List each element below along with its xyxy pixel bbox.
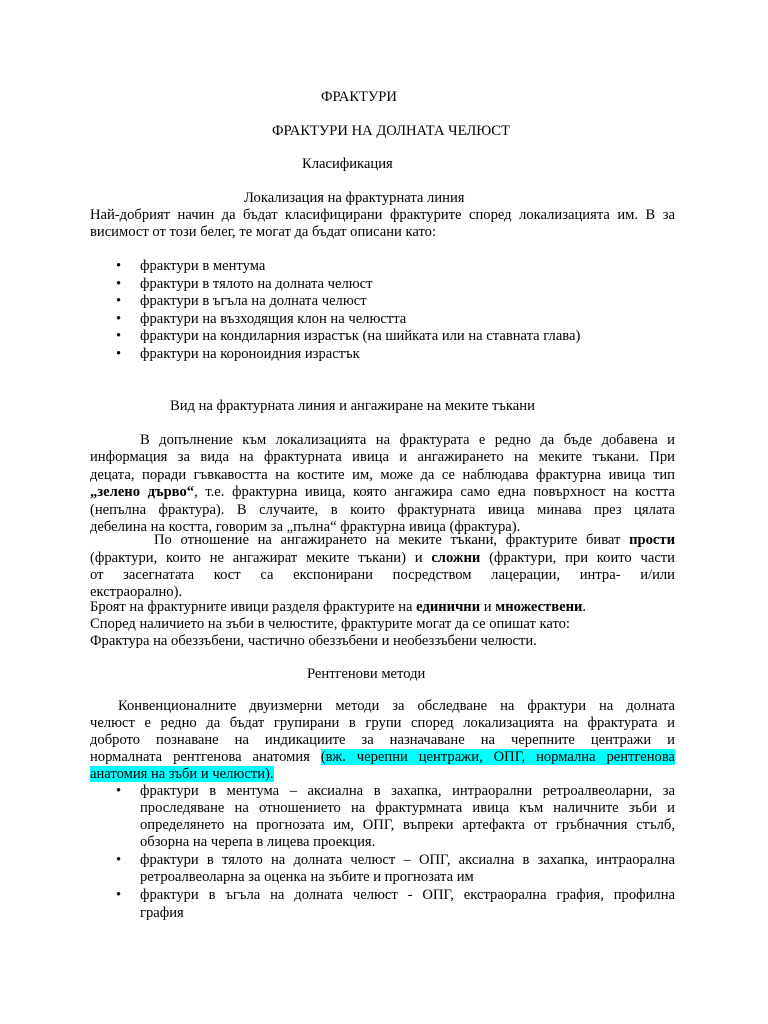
list-item: фрактури в тялото на долната челюст <box>140 276 373 292</box>
list-item: графия <box>140 905 184 921</box>
xray-para-line-1: Конвенционалните двуизмерни методи за обследване на фрактури на долната <box>118 698 675 714</box>
list-item: ретроалвеоларна за оценка на зъбите и прогнозата им <box>140 869 474 885</box>
highlighted-reference: (вж. черепни центражи, ОПГ, нормална рентгенова <box>320 749 676 765</box>
list-item: фрактури в ментума <box>140 258 266 274</box>
soft-para-line-2: (фрактури, които не ангажират меките тъкани) и сложни (фрактури, при които части <box>90 550 675 566</box>
intro-line-2: висимост от този белег, те могат да бъдат описани като: <box>90 224 437 240</box>
bullet-icon: • <box>116 258 122 274</box>
multiple-term: множествени <box>495 599 583 615</box>
single-term: единични <box>416 599 481 615</box>
soft-para-line-1: По отношение на ангажирането на меките тъкани, фрактурите биват прости <box>154 532 675 548</box>
heading-localization: Локализация на фрактурната линия <box>244 190 465 206</box>
bullet-icon: • <box>116 346 122 362</box>
soft-para-line-4: екстраорално). <box>90 584 183 600</box>
heading-classification: Класификация <box>302 156 393 172</box>
type-para-line-5: (непълна фрактура). В случаите, в които фрактурната ивица минава през цялата <box>90 502 675 518</box>
bullet-icon: • <box>116 783 122 799</box>
xray-para-line-2: челюст е редно да бъдат групирани в групи според локализацията на фрактурата и <box>90 715 675 731</box>
heading-fracture-type: Вид на фрактурната линия и ангажиране на меките тъкани <box>170 398 535 414</box>
teeth-line-2: Фрактура на обеззъбени, частично обеззъбени и необеззъбени челюсти. <box>90 633 537 649</box>
heading-xray-methods: Рентгенови методи <box>307 666 426 682</box>
xray-para-line-4: нормалната рентгенова анатомия (вж. черепни центражи, ОПГ, нормална рентгенова <box>90 749 676 765</box>
simple-term: прости <box>629 532 675 548</box>
type-para-line-1: В допълнение към локализацията на фрактурата е редно да бъде добавена и <box>140 432 675 448</box>
xray-para-line-5 <box>90 766 274 784</box>
document-title: ФРАКТУРИ <box>321 89 397 105</box>
list-item: фрактури в тялото на долната челюст – ОПГ, аксиална в захапка, интраорална <box>140 852 675 868</box>
list-item: фрактури на възходящия клон на челюстта <box>140 311 407 327</box>
list-item: определянето на прогнозата им, ОПГ, въпреки артефакта от гръбначния стълб, <box>140 817 675 833</box>
bullet-icon: • <box>116 887 122 903</box>
document-subtitle: ФРАКТУРИ НА ДОЛНАТА ЧЕЛЮСТ <box>272 123 510 139</box>
type-para-line-3: децата, поради гъвкавостта на костите им, може да се наблюдава фрактурна ивица тип <box>90 467 675 483</box>
type-para-line-2: информация за вида на фрактурната ивица и ангажирането на меките тъкани. При <box>90 449 675 465</box>
bullet-icon: • <box>116 276 122 292</box>
bullet-icon: • <box>116 311 122 327</box>
count-line: Броят на фрактурните ивици разделя фрактурите на единични и множествени. <box>90 599 587 615</box>
green-stick-term: „зелено дърво“ <box>90 484 195 500</box>
bullet-icon: • <box>116 293 122 309</box>
bullet-icon: • <box>116 852 122 868</box>
intro-line-1: Най-добрият начин да бъдат класифицирани фрактурите според локализацията им. В за <box>90 207 675 223</box>
list-item: фрактури в ментума – аксиална в захапка, интраорални ретроалвеоларни, за <box>140 783 675 799</box>
type-para-line-6: дебелина на костта, говорим за „пълна“ фрактурна ивица (фрактура). <box>90 519 521 535</box>
list-item: фрактури в ъгъла на долната челюст - ОПГ, екстраорална графия, профилна <box>140 887 675 903</box>
xray-para-line-3: доброто познаване на индикациите за назначаване на черепните центражи и <box>90 732 675 748</box>
list-item: фрактури на кондиларния израстък (на шийката или на ставната глава) <box>140 328 581 344</box>
teeth-line-1: Според наличието на зъби в челюстите, фрактурите могат да се опишат като: <box>90 616 570 632</box>
complex-term: сложни <box>431 550 481 566</box>
bullet-icon: • <box>116 328 122 344</box>
soft-para-line-3: от засегнатата кост са експонирани посредством лацерации, интра- и/или <box>90 567 675 583</box>
list-item: проследяване на отношението на фрактурмната ивица към наличните зъби и <box>140 800 675 816</box>
type-para-line-4: „зелено дърво“, т.е. фрактурна ивица, която ангажира само една повърхност на костта <box>90 484 675 500</box>
list-item: обзорна на черепа в лицева проекция. <box>140 834 376 850</box>
list-item: фрактури в ъгъла на долната челюст <box>140 293 367 309</box>
highlighted-reference-cont: анатомия на зъби и челюсти). <box>90 766 274 782</box>
list-item: фрактури на короноидния израстък <box>140 346 360 362</box>
